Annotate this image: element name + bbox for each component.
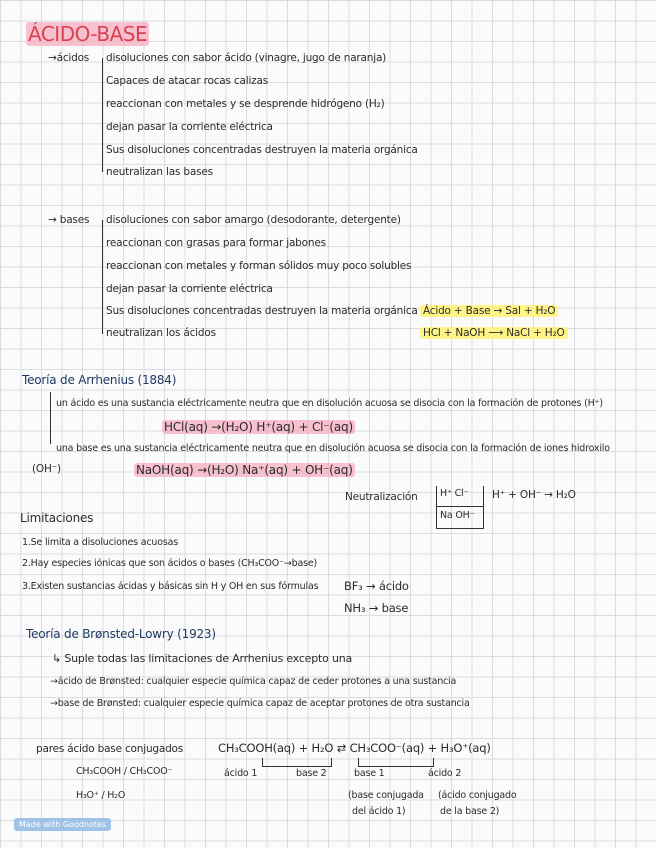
neutralization-general-eq: Ácido + Base → Sal + H₂O: [420, 305, 558, 317]
bronsted-reaction: CH₃COOH(aq) + H₂O ⇄ CH₃COO⁻(aq) + H₃O⁺(aq): [218, 741, 491, 755]
base-prop-4: dejan pasar la corriente eléctrica: [106, 283, 273, 295]
arrhenius-acid-eq: HCl(aq) →(H₂O) H⁺(aq) + Cl⁻(aq): [164, 420, 353, 434]
base-prop-6: neutralizan los ácidos: [106, 327, 216, 339]
arrhenius-base-def: una base es una sustancia eléctricamente neutra que en disolución acuosa se disocia con la formación de iones hidroxilo: [56, 443, 610, 454]
arrhenius-base-ion: (OH⁻): [32, 463, 61, 475]
bases-label: → bases: [48, 214, 90, 226]
bronsted-base-def: →base de Brønsted: cualquier especie química capaz de aceptar protones de otra sustancia: [50, 698, 470, 709]
pair-connector-1: [262, 758, 332, 767]
bronsted-intro: ↳ Suple todas las limitaciones de Arrhenius excepto una: [52, 652, 353, 665]
acid-prop-3: reaccionan con metales y se desprende hidrógeno (H₂): [106, 98, 385, 110]
label-base-1: base 1: [354, 768, 385, 779]
base1-note-line2: del ácido 1): [352, 806, 406, 817]
acid2-note-line2: de la base 2): [440, 806, 500, 817]
pair-connector-2: [358, 758, 434, 767]
acid-prop-2: Capaces de atacar rocas calizas: [106, 75, 269, 87]
neutralizacion-box-divider: [437, 506, 483, 507]
limitation-2: 2.Hay especies iónicas que son ácidos o bases (CH₃COO⁻→base): [22, 558, 318, 569]
base-prop-2: reaccionan con grasas para formar jabones: [106, 237, 326, 249]
bf3-acid: BF₃ → ácido: [344, 579, 409, 593]
goodnotes-badge: Made with Goodnotes: [14, 818, 111, 831]
label-acid-1: ácido 1: [224, 768, 258, 779]
arrhenius-acid-def: un ácido es una sustancia eléctricamente neutra que en disolución acuosa se disocia con la formación de protones (H⁺): [56, 398, 603, 409]
neutralizacion-box-top: H⁺ Cl⁻: [440, 488, 469, 499]
neutralizacion-eq: H⁺ + OH⁻ → H₂O: [492, 489, 576, 501]
pairs-label: pares ácido base conjugados: [36, 743, 184, 755]
acids-label: →ácidos: [48, 52, 90, 64]
base-prop-1: disoluciones con sabor amargo (desodorante, detergente): [106, 214, 401, 226]
base-prop-5: Sus disoluciones concentradas destruyen la materia orgánica: [106, 305, 418, 317]
pair-2: H₃O⁺ / H₂O: [76, 790, 126, 801]
acids-bracket: [102, 58, 103, 172]
limitations-heading: Limitaciones: [20, 511, 94, 525]
page-title: ÁCIDO-BASE: [28, 22, 148, 46]
acid-prop-6: neutralizan las bases: [106, 166, 213, 178]
nh3-base: NH₃ → base: [344, 601, 409, 615]
bronsted-acid-def: →ácido de Brønsted: cualquier especie química capaz de ceder protones a una sustancia: [50, 676, 457, 687]
label-acid-2: ácido 2: [428, 768, 462, 779]
neutralizacion-label: Neutralización: [345, 491, 418, 503]
pair-1: CH₃COOH / CH₃COO⁻: [76, 766, 173, 777]
bronsted-heading: Teoría de Brønsted-Lowry (1923): [26, 627, 216, 641]
label-base-2: base 2: [296, 768, 327, 779]
arrhenius-base-eq: NaOH(aq) →(H₂O) Na⁺(aq) + OH⁻(aq): [136, 463, 353, 477]
limitation-3: 3.Existen sustancias ácidas y básicas sin H y OH en sus fórmulas: [22, 581, 319, 592]
neutralization-example-eq: HCl + NaOH ⟶ NaCl + H₂O: [420, 327, 568, 339]
base1-note-line1: (base conjugada: [348, 790, 424, 801]
base-prop-3: reaccionan con metales y forman sólidos muy poco solubles: [106, 260, 412, 272]
acid-prop-4: dejan pasar la corriente eléctrica: [106, 121, 273, 133]
acid2-note-line1: (ácido conjugado: [438, 790, 517, 801]
arrhenius-bracket: [50, 392, 51, 444]
neutralizacion-box: [436, 486, 484, 529]
acid-prop-1: disoluciones con sabor ácido (vinagre, jugo de naranja): [106, 52, 387, 64]
limitation-1: 1.Se limita a disoluciones acuosas: [22, 537, 178, 548]
arrhenius-heading: Teoría de Arrhenius (1884): [22, 373, 177, 387]
bases-bracket: [102, 220, 103, 334]
neutralizacion-box-bottom: Na OH⁻: [440, 510, 475, 521]
acid-prop-5: Sus disoluciones concentradas destruyen la materia orgánica: [106, 144, 418, 156]
